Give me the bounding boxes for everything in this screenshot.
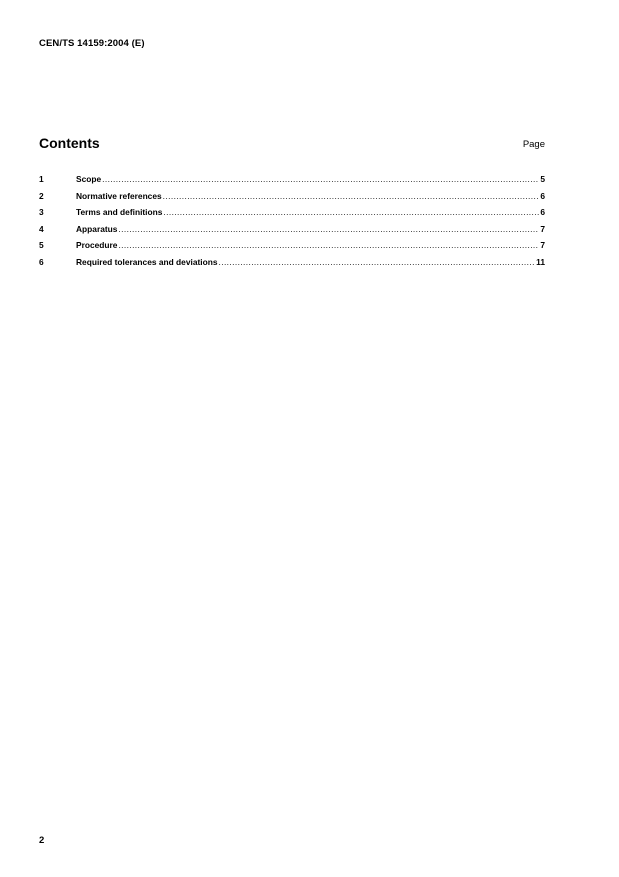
toc-entry[interactable] xyxy=(39,224,545,241)
page-column-label: Page xyxy=(522,139,545,150)
toc-dot-leader xyxy=(102,174,539,184)
toc-entry-title: Procedure xyxy=(76,240,118,250)
contents-title: Contents xyxy=(39,135,100,151)
toc-entry[interactable] xyxy=(39,257,545,274)
page-number: 2 xyxy=(39,835,45,846)
toc-entry-title: Normative references xyxy=(76,190,162,201)
toc-entry[interactable] xyxy=(39,240,545,257)
toc-entry-page: 6 xyxy=(540,190,545,201)
toc-dot-leader xyxy=(118,240,539,250)
toc-entry-number: 3 xyxy=(39,207,44,217)
toc-entry-number: 6 xyxy=(39,256,44,267)
toc-entry-page: 11 xyxy=(536,256,545,267)
toc-entry-title: Apparatus xyxy=(76,223,118,234)
toc-entry-page: 7 xyxy=(540,223,545,234)
document-header: CEN/TS 14159:2004 (E) xyxy=(39,38,145,49)
toc-entry-page: 5 xyxy=(540,174,545,184)
toc-entry-number: 2 xyxy=(39,190,44,201)
table-of-contents xyxy=(39,174,545,273)
toc-dot-leader xyxy=(163,191,540,201)
toc-entry-page: 7 xyxy=(540,240,545,250)
toc-entry-number: 5 xyxy=(39,240,44,250)
toc-entry[interactable] xyxy=(39,191,545,208)
toc-dot-leader xyxy=(118,224,539,234)
toc-entry-title: Required tolerances and deviations xyxy=(76,256,218,267)
toc-entry-title: Scope xyxy=(76,174,102,184)
toc-dot-leader xyxy=(163,207,539,217)
toc-entry-page: 6 xyxy=(540,207,545,217)
toc-entry[interactable] xyxy=(39,207,545,224)
toc-dot-leader xyxy=(218,257,535,267)
toc-entry-number: 4 xyxy=(39,223,44,234)
toc-entry[interactable] xyxy=(39,174,545,191)
toc-entry-number: 1 xyxy=(39,174,44,184)
toc-entry-title: Terms and definitions xyxy=(76,207,163,217)
